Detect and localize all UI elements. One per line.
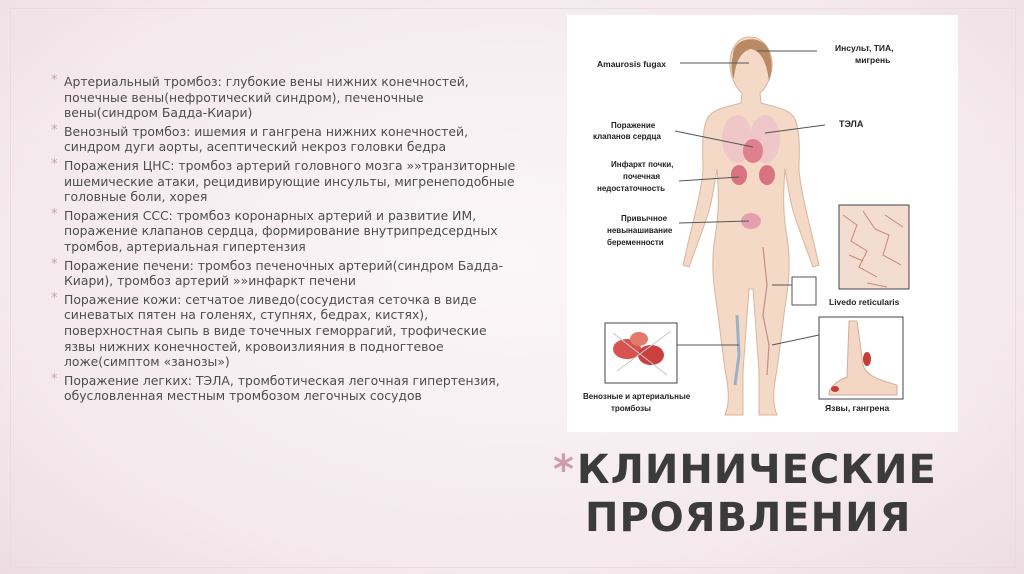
label-amaurosis: Amaurosis fugax [597, 59, 666, 69]
bullet-text: Поражения ЦНС: тромбоз артерий головного мозга »»транзиторные ишемические атаки, рецидивирующие инсульты, мигренеподобные головные боли, хорея [64, 157, 516, 205]
label-stroke-1: Инсульт, ТИА, [835, 43, 894, 53]
label-thromb-2: тромбозы [611, 404, 651, 413]
title-star: * [553, 447, 575, 493]
label-livedo: Livedo reticularis [829, 297, 900, 307]
bullet-item [50, 124, 520, 155]
bullet-mark: * [51, 290, 58, 306]
bullet-text: Поражение легких: ТЭЛА, тромботическая легочная гипертензия, обусловленная местным тромбозом легочных сосудов [64, 372, 500, 404]
bullet-item [50, 74, 520, 121]
bullet-text: Поражение печени: тромбоз печеночных артерий(синдром Бадда-Киари), тромбоз артерий »»инфаркт печени [64, 257, 504, 289]
title-text-1: КЛИНИЧЕСКИЕ [576, 447, 937, 493]
label-kidney-3: недостаточность [597, 184, 665, 193]
bullet-mark: * [51, 206, 58, 222]
anatomy-illustration [567, 15, 958, 432]
slide-title [553, 446, 993, 542]
bullet-item [50, 373, 520, 404]
bullet-text: Поражение кожи: сетчатое ливедо(сосудистая сеточка в виде синеватых пятен на голенях, ступнях, бедрах, кистях), поверхностная сыпь в виде точечных геморрагий, трофические язвы нижних конечностей, кровоизлияния в подногтевое ложе(симптом «занозы») [64, 291, 487, 370]
bullet-text: Артериальный тромбоз: глубокие вены нижних конечностей, почечные вены(нефротический синдром), печеночные вены(синдром Бадда-Киари) [64, 74, 469, 121]
label-preg-2: невынашивание [607, 226, 673, 235]
bullet-mark: * [51, 256, 58, 272]
title-text-2: ПРОЯВЛЕНИЯ [585, 495, 912, 541]
title-line-1 [553, 446, 993, 494]
label-thromb-1: Венозные и артериальные [583, 392, 691, 401]
label-ulcers: Язвы, гангрена [825, 403, 890, 413]
label-kidney-1: Инфаркт почки, [611, 160, 674, 169]
bullet-mark: * [51, 371, 58, 387]
label-preg-3: беременности [607, 238, 664, 247]
bullet-text: Поражения ССС: тромбоз коронарных артерий и развитие ИМ, поражение клапанов сердца, формирование внутрипредсердных тромбов, артериальная гипертензия [64, 207, 498, 254]
label-valves-1: Поражение [611, 121, 656, 130]
ulcer-inset [819, 317, 903, 399]
bullet-item [50, 258, 520, 289]
label-preg-1: Привычное [621, 214, 668, 223]
title-line-2 [553, 494, 993, 542]
bullet-mark: * [51, 73, 58, 88]
bullet-list [50, 74, 520, 407]
thrombosis-inset [605, 323, 677, 383]
bullet-item [50, 292, 520, 370]
label-valves-2: клапанов сердца [593, 132, 661, 141]
bullet-item [50, 208, 520, 255]
label-tela: ТЭЛА [839, 119, 864, 129]
label-stroke-2: мигрень [855, 55, 891, 65]
label-kidney-2: почечная [623, 172, 661, 181]
anatomy-figure [567, 15, 958, 432]
bullet-mark: * [51, 156, 58, 172]
bullet-mark: * [51, 122, 58, 138]
bullet-text: Венозный тромбоз: ишемия и гангрена нижних конечностей, синдром дуги аорты, асептический некроз головки бедра [64, 123, 469, 155]
bullet-item [50, 158, 520, 205]
